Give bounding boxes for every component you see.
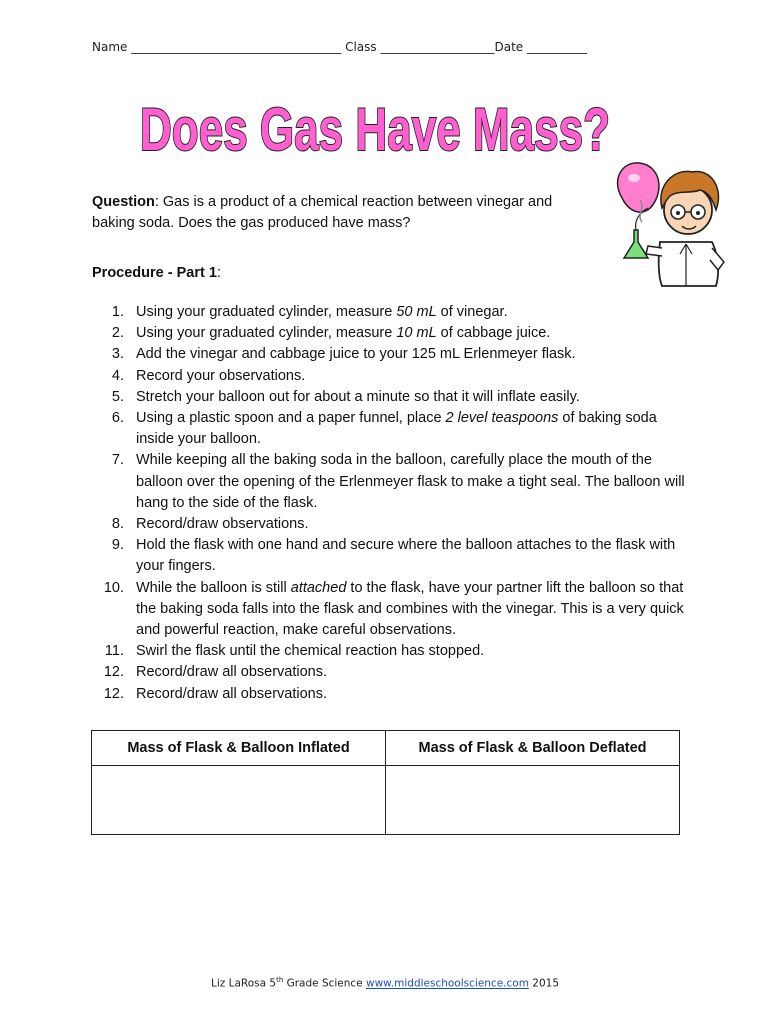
footer-superscript: th [276, 976, 284, 984]
list-item [92, 535, 692, 577]
step-text: Add the vinegar and cabbage juice to your 125 mL Erlenmeyer flask. [136, 346, 576, 363]
date-blank[interactable]: __________ [526, 40, 587, 54]
step-text: While the balloon is still [136, 579, 291, 596]
page-footer [0, 976, 770, 990]
page-title [140, 92, 620, 167]
mass-data-table [91, 730, 680, 835]
list-item [92, 323, 692, 344]
table-header-row [92, 731, 680, 766]
step-number: 3. [111, 346, 124, 363]
step-emphasis: attached [290, 579, 347, 596]
scientist-icon [612, 150, 742, 295]
inflated-mass-cell[interactable] [92, 766, 386, 835]
list-item [92, 366, 692, 387]
step-text: Record/draw all observations. [136, 664, 328, 681]
step-number: 11. [104, 643, 124, 660]
step-number: 9. [111, 537, 124, 554]
list-item [92, 387, 692, 408]
step-number: 10. [103, 579, 124, 596]
step-text-end: to the flask, have your partner lift the balloon so that the baking soda falls into the flask and combines with the vinegar. This is a very quick and powerful reaction, make careful observations. [136, 579, 684, 639]
step-text: Record/draw observations. [136, 516, 309, 533]
step-number: 12. [103, 685, 124, 702]
list-item [92, 641, 692, 662]
step-number: 1. [111, 304, 124, 320]
footer-website-link[interactable]: www.middleschoolscience.com [366, 977, 529, 990]
page-title-text: Does Gas Have Mass? [140, 96, 610, 163]
student-info-line [92, 40, 692, 54]
list-item [92, 408, 692, 450]
class-blank[interactable]: ___________________ [380, 40, 495, 54]
name-blank[interactable]: ___________________________________ [131, 40, 342, 54]
step-text: Record your observations. [136, 367, 306, 384]
step-number: 6. [111, 410, 124, 427]
step-number: 7. [111, 452, 124, 469]
list-item [92, 302, 692, 323]
step-text: Record/draw all observations. [136, 685, 328, 702]
list-item [92, 684, 692, 705]
procedure-label: Procedure - Part 1 [92, 265, 217, 281]
class-label: Class [345, 40, 377, 54]
procedure-colon: : [216, 265, 221, 281]
step-text: Swirl the flask until the chemical reaction has stopped. [136, 643, 485, 660]
step-text: Using your graduated cylinder, measure [136, 325, 397, 342]
footer-author: Liz LaRosa 5 [211, 977, 277, 990]
list-item [92, 450, 692, 514]
step-text-end: of cabbage juice. [436, 325, 551, 342]
footer-year: 2015 [528, 977, 559, 990]
step-number: 8. [111, 516, 124, 533]
column-header-deflated: Mass of Flask & Balloon Deflated [386, 731, 680, 766]
step-number: 4. [111, 367, 124, 384]
deflated-mass-cell[interactable] [386, 766, 680, 835]
step-text: Using a plastic spoon and a paper funnel, place [136, 410, 446, 427]
list-item [92, 344, 692, 365]
date-label: Date [494, 40, 524, 54]
step-text: Using your graduated cylinder, measure [136, 304, 397, 320]
question-label: Question [92, 194, 155, 210]
list-item [92, 662, 692, 683]
step-number: 2. [111, 325, 124, 342]
name-label: Name [92, 40, 128, 54]
question-paragraph [92, 192, 587, 234]
step-text: Hold the flask with one hand and secure where the balloon attaches to the flask with your fingers. [136, 537, 676, 575]
table-row [92, 766, 680, 835]
step-text: Stretch your balloon out for about a minute so that it will inflate easily. [136, 388, 580, 405]
step-text-end: of baking soda inside your balloon. [136, 410, 657, 448]
step-emphasis: 10 mL [396, 325, 437, 342]
list-item [92, 514, 692, 535]
step-emphasis: 50 mL [396, 304, 437, 320]
step-text-end: of vinegar. [436, 304, 508, 320]
step-number: 5. [111, 388, 124, 405]
footer-course: Grade Science [283, 977, 366, 990]
column-header-inflated: Mass of Flask & Balloon Inflated [92, 731, 386, 766]
procedure-heading [92, 265, 221, 281]
step-text: While keeping all the baking soda in the balloon, carefully place the mouth of the balloon over the opening of the Erlenmeyer flask to make a tight seal. The balloon will hang to the side of the flask. [136, 452, 685, 511]
procedure-steps-list [92, 302, 692, 705]
question-text: : Gas is a product of a chemical reaction between vinegar and baking soda. Does the gas produced have mass? [92, 194, 553, 231]
list-item [92, 578, 692, 642]
step-emphasis: 2 level teaspoons [445, 410, 559, 427]
step-number: 12. [103, 664, 124, 681]
